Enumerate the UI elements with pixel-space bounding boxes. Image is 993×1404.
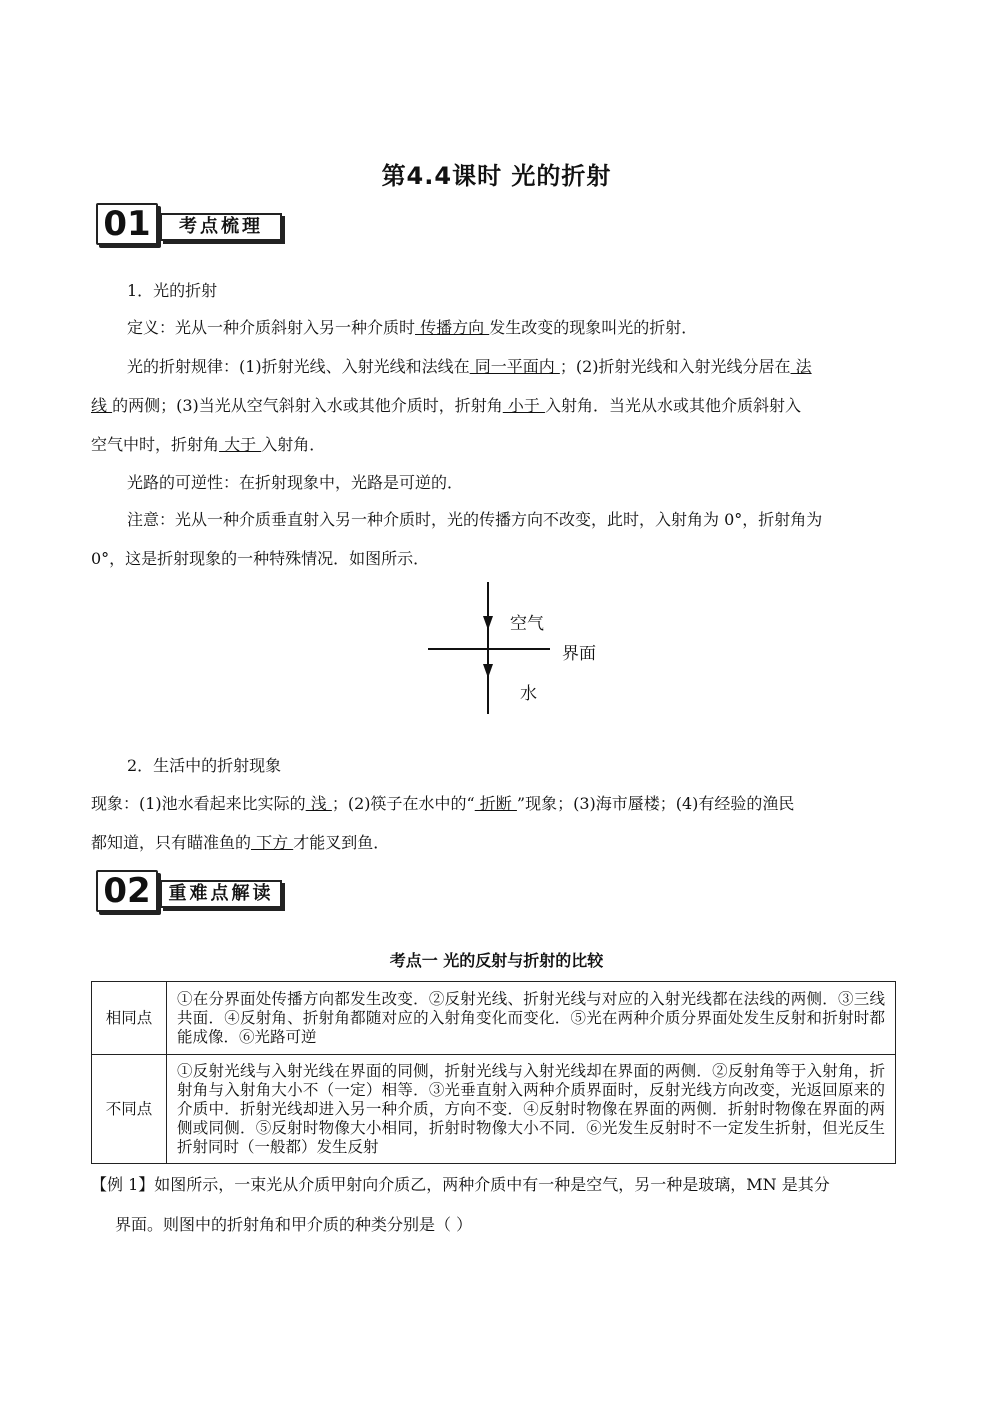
text: 才能叉到鱼． [293,833,390,852]
section-number: 01 [96,203,158,245]
arrow-down-icon [483,664,493,678]
table-row-head: 相同点 [92,982,167,1055]
example1-line-1: 【例 1】如图所示，一束光从介质甲射向介质乙，两种介质中有一种是空气，另一种是玻璃，MN 是其分 [91,1175,830,1194]
table-row-head: 不同点 [92,1055,167,1164]
blank-answer: 同一平面内 [469,357,560,376]
text: 都知道，只有瞄准鱼的 [91,833,252,852]
definition-line [127,318,697,338]
phenomena-line-1 [91,794,794,814]
interface-label: 界面 [562,644,596,664]
example1-line-2: 界面。则图中的折射角和甲介质的种类分别是（ ） [115,1215,473,1234]
text: 入射角． [261,435,326,454]
text: 入射角．当光从水或其他介质斜射入 [544,396,801,415]
note-line-2: 0°，这是折射现象的一种特殊情况．如图所示． [91,549,430,568]
blank-answer: 大于 [219,435,262,454]
text: 现象：(1)池水看起来比实际的 [91,794,306,813]
reversibility-line: 光路的可逆性：在折射现象中，光路是可逆的． [127,473,464,492]
item1-heading: 1．光的折射 [127,281,218,300]
section-badge-02 [96,870,286,910]
blank-answer: 法 [790,357,812,376]
text: 光的折射规律：(1)折射光线、入射光线和法线在 [127,357,470,376]
comparison-table [91,981,896,1164]
section-number: 02 [96,870,158,912]
section-label: 考点梳理 [160,213,282,241]
text: ；(2)筷子在水中的“ [331,794,475,813]
phenomena-line-2 [91,833,389,853]
blank-answer: 下方 [251,833,294,852]
kaodian-title: 考点一 光的反射与折射的比较 [389,951,604,970]
item2-heading: 2．生活中的折射现象 [127,756,282,775]
table-row-body: ①反射光线与入射光线在界面的同侧，折射光线与入射光线却在界面的两侧．②反射角等于入射角，折射角与入射角大小不（一定）相等．③光垂直射入两种介质界面时，反射光线方向改变，光返回原来的介质中．折射光线却进入另一种介质，方向不变．④反射时物像在界面的两侧．折射时物像在界面的两侧或同侧．⑤反射时物像大小相同，折射时物像大小不同．⑥光发生反射时不一定发生折射，但光反生折射同时（一般都）发生反射 [167,1055,896,1164]
blank-answer: 传播方向 [415,318,490,337]
text: 发生改变的现象叫光的折射． [489,318,698,337]
table-row-body: ①在分界面处传播方向都发生改变．②反射光线、折射光线与对应的入射光线都在法线的两侧．③三线共面．④反射角、折射角都随对应的入射角变化而变化．⑤光在两种介质分界面处发生反射和折射时都能成像．⑥光路可逆 [167,982,896,1055]
refraction-diagram [420,578,620,718]
air-label: 空气 [510,614,544,634]
text: ；(2)折射光线和入射光线分居在 [559,357,791,376]
text: 定义：光从一种介质斜射入另一种介质时 [127,318,416,337]
table-row [92,982,896,1055]
water-label: 水 [520,684,537,704]
table-row [92,1055,896,1164]
arrow-down-icon [483,616,493,630]
law-line-1 [127,357,812,377]
blank-answer: 折断 [474,794,517,813]
text: 空气中时，折射角 [91,435,220,454]
blank-answer: 浅 [305,794,332,813]
blank-answer: 小于 [502,396,545,415]
text: 的两侧；(3)当光从空气斜射入水或其他介质时，折射角 [112,396,503,415]
note-line-1: 注意：光从一种介质垂直射入另一种介质时，光的传播方向不改变，此时，入射角为 0°，折射角为 [127,510,823,529]
section-badge-01 [96,203,286,243]
law-line-2 [91,396,801,416]
law-line-3 [91,435,325,455]
page-title: 第4.4课时 光的折射 [381,162,612,190]
section-label: 重难点解读 [160,880,282,908]
text: ”现象；(3)海市蜃楼；(4)有经验的渔民 [516,794,795,813]
blank-answer: 线 [91,396,113,415]
